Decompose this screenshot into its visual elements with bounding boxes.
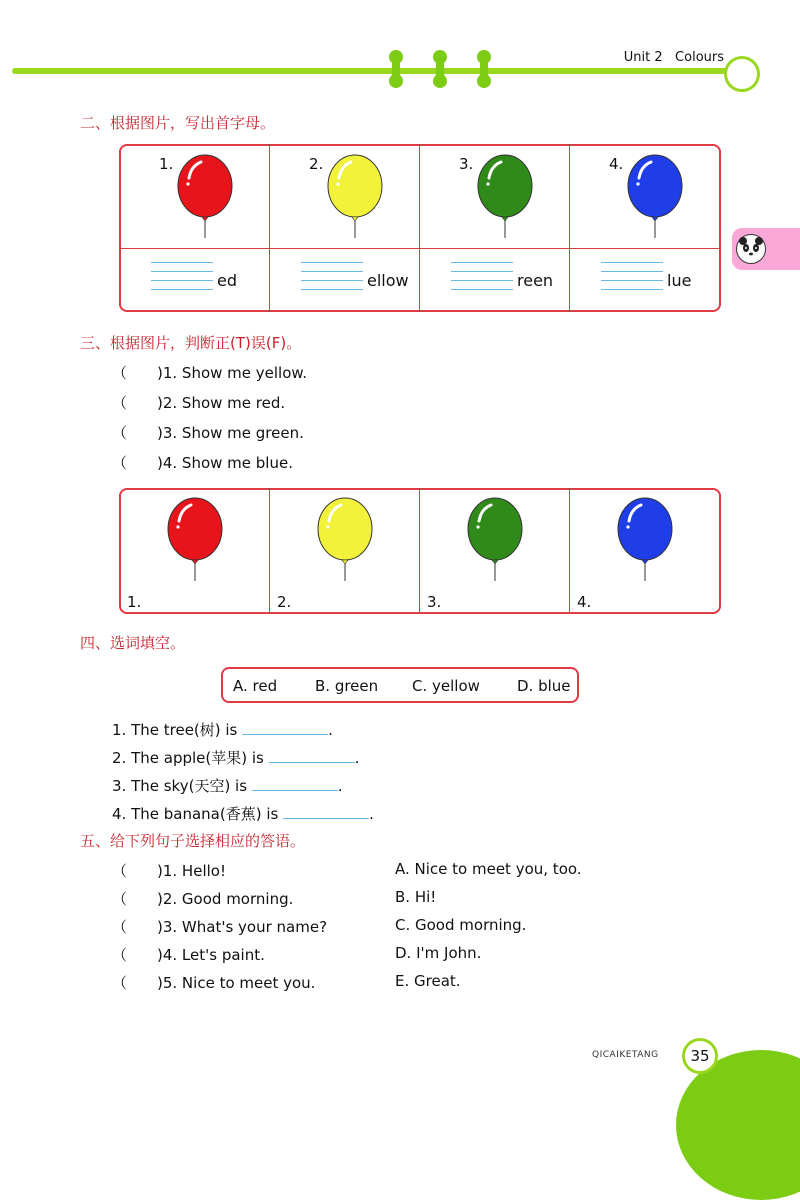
table-divider: [269, 490, 270, 612]
balloon-icon: [325, 154, 385, 242]
balloon-icon: [615, 497, 675, 585]
match-answer: A. Nice to meet you, too.: [395, 860, 582, 878]
tf-question: （ )2. Show me red.: [112, 394, 286, 412]
option-b: B. green: [315, 677, 379, 695]
match-question: （ )4. Let's paint.: [112, 946, 265, 964]
word-suffix: ed: [217, 271, 237, 290]
section-3-title: 三、根据图片，判断正(T)误(F)。: [80, 334, 302, 352]
table-divider: [269, 146, 270, 310]
fill-question: [112, 747, 359, 768]
answer-blank[interactable]: [242, 722, 328, 735]
item-number: 1.: [127, 593, 142, 611]
answer-blank[interactable]: [283, 806, 369, 819]
fill-question: [112, 803, 374, 824]
section-4-title: 四、选词填空。: [80, 634, 186, 652]
binder-pin: [436, 54, 444, 84]
match-answer: E. Great.: [395, 972, 461, 990]
table-divider: [569, 146, 570, 310]
unit-label: Unit 2: [623, 50, 663, 65]
fill-question-end: .: [337, 777, 343, 795]
writing-lines[interactable]: [151, 262, 213, 298]
header-rule: [12, 68, 730, 74]
writing-lines[interactable]: [601, 262, 663, 298]
page-number: 35: [682, 1038, 718, 1074]
tf-question: （ )3. Show me green.: [112, 424, 304, 442]
item-number: 4.: [609, 155, 624, 173]
fill-question-end: .: [328, 721, 333, 739]
word-suffix: lue: [667, 271, 692, 290]
match-answer: B. Hi!: [395, 888, 437, 906]
match-question: （ )1. Hello!: [112, 862, 226, 880]
fill-question-text: 1. The tree(树) is: [112, 721, 238, 739]
item-number: 2.: [277, 593, 292, 611]
word-options-box: [221, 667, 579, 703]
balloon-icon: [475, 154, 535, 242]
fill-question-text: 2. The apple(苹果) is: [112, 749, 264, 767]
balloon-icon: [165, 497, 225, 585]
unit-name: Colours: [675, 50, 724, 65]
table-divider: [569, 490, 570, 612]
binder-pin: [480, 54, 488, 84]
section-2-title: 二、根据图片，写出首字母。: [80, 114, 276, 132]
match-answer: D. I'm John.: [395, 944, 482, 962]
fill-question-end: .: [369, 805, 374, 823]
panda-icon: [736, 234, 766, 264]
option-d: D. blue: [517, 677, 571, 695]
table-divider: [121, 248, 719, 249]
item-number: 1.: [159, 155, 174, 173]
tf-question: （ )4. Show me blue.: [112, 454, 293, 472]
balloon-icon: [625, 154, 685, 242]
match-question: （ )2. Good morning.: [112, 890, 294, 908]
match-answer: C. Good morning.: [395, 916, 527, 934]
balloon-icon: [315, 497, 375, 585]
fill-question: [112, 775, 343, 796]
table-divider: [419, 146, 420, 310]
fill-question: [112, 719, 333, 740]
word-suffix: ellow: [367, 271, 409, 290]
unit-title: [624, 50, 724, 65]
item-number: 3.: [459, 155, 474, 173]
section-5-title: 五、给下列句子选择相应的答语。: [80, 832, 306, 850]
answer-blank[interactable]: [252, 778, 338, 791]
fill-question-text: 3. The sky(天空) is: [112, 777, 248, 795]
answer-blank[interactable]: [269, 750, 355, 763]
fill-question-text: 4. The banana(香蕉) is: [112, 805, 279, 823]
option-a: A. red: [233, 677, 278, 695]
item-number: 2.: [309, 155, 324, 173]
item-number: 4.: [577, 593, 592, 611]
binder-pin: [392, 54, 400, 84]
table-divider: [419, 490, 420, 612]
writing-lines[interactable]: [301, 262, 363, 298]
mascot-badge-icon: [724, 56, 760, 92]
item-number: 3.: [427, 593, 442, 611]
footer-brand: QICAIKETANG: [592, 1050, 659, 1060]
match-question: （ )5. Nice to meet you.: [112, 974, 316, 992]
balloon-icon: [175, 154, 235, 242]
match-question: （ )3. What's your name?: [112, 918, 328, 936]
writing-lines[interactable]: [451, 262, 513, 298]
word-suffix: reen: [517, 271, 554, 290]
fill-question-end: .: [354, 749, 360, 767]
balloon-icon: [465, 497, 525, 585]
option-c: C. yellow: [412, 677, 480, 695]
tf-question: （ )1. Show me yellow.: [112, 364, 308, 382]
